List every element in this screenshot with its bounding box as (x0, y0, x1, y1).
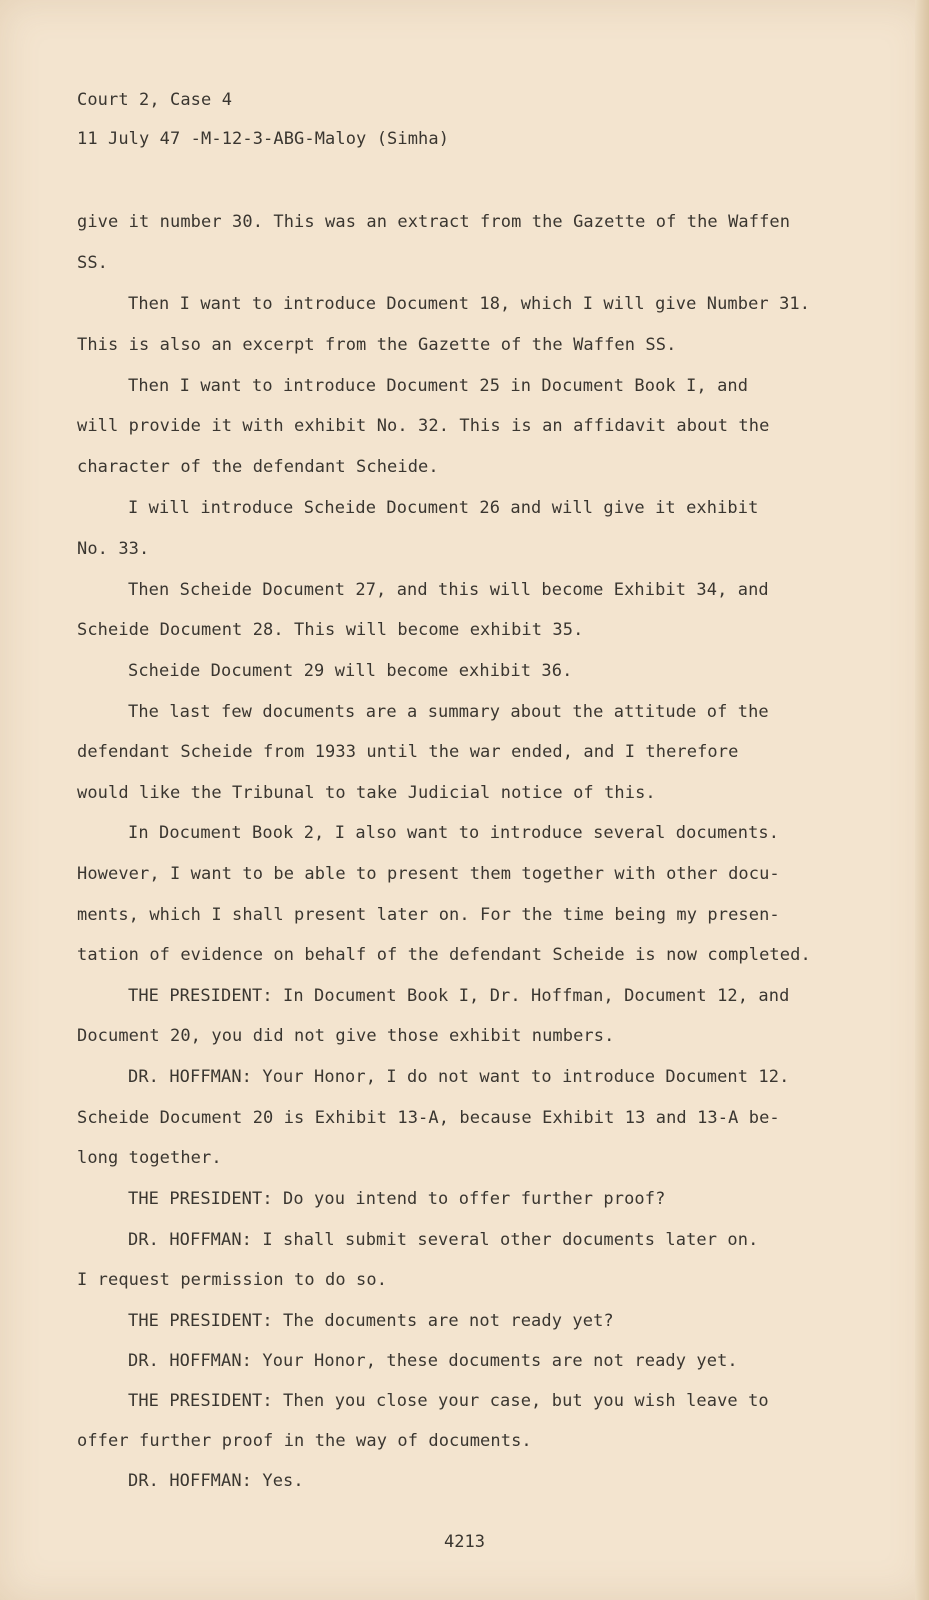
text-line: In Document Book 2, I also want to introduce several documents. (128, 823, 780, 843)
header-session-info: 11 July 47 -M-12-3-ABG-Maloy (Simha) (77, 129, 450, 149)
text-line: THE PRESIDENT: The documents are not ready yet? (128, 1311, 614, 1331)
text-line: DR. HOFFMAN: Yes. (128, 1471, 304, 1491)
page-number: 4213 (444, 1532, 485, 1552)
text-line: No. 33. (77, 539, 150, 559)
text-line: Then I want to introduce Document 18, which I will give Number 31. (128, 294, 811, 314)
text-line: DR. HOFFMAN: Your Honor, these documents are not ready yet. (128, 1351, 738, 1371)
text-line: DR. HOFFMAN: Your Honor, I do not want to introduce Document 12. (128, 1067, 790, 1087)
text-line: SS. (77, 253, 109, 273)
text-line: defendant Scheide from 1933 until the war ended, and I therefore (77, 742, 739, 762)
text-line: The last few documents are a summary about the attitude of the (128, 702, 769, 722)
text-line: However, I want to be able to present them together with other docu- (77, 864, 780, 884)
text-line: Document 20, you did not give those exhibit numbers. (77, 1026, 615, 1046)
text-line: I request permission to do so. (77, 1270, 388, 1290)
text-line: offer further proof in the way of documents. (77, 1431, 532, 1451)
text-line: THE PRESIDENT: In Document Book I, Dr. Hoffman, Document 12, and (128, 986, 790, 1006)
text-line: would like the Tribunal to take Judicial notice of this. (77, 783, 656, 803)
text-line: long together. (77, 1148, 222, 1168)
header-court-case: Court 2, Case 4 (77, 90, 233, 110)
text-line: tation of evidence on behalf of the defendant Scheide is now completed. (77, 945, 811, 965)
text-line: Scheide Document 29 will become exhibit 36. (128, 661, 573, 681)
text-line: Scheide Document 20 is Exhibit 13-A, because Exhibit 13 and 13-A be- (77, 1108, 780, 1128)
text-line: I will introduce Scheide Document 26 and will give it exhibit (128, 498, 759, 518)
text-line: will provide it with exhibit No. 32. This is an affidavit about the (77, 416, 770, 436)
text-line: character of the defendant Scheide. (77, 457, 439, 477)
text-line: THE PRESIDENT: Do you intend to offer further proof? (128, 1189, 666, 1209)
text-line: ments, which I shall present later on. For the time being my presen- (77, 905, 780, 925)
text-line: THE PRESIDENT: Then you close your case, but you wish leave to (128, 1391, 769, 1411)
text-line: Then I want to introduce Document 25 in Document Book I, and (128, 376, 749, 396)
text-line: Then Scheide Document 27, and this will become Exhibit 34, and (128, 580, 769, 600)
text-line: DR. HOFFMAN: I shall submit several other documents later on. (128, 1230, 759, 1250)
text-line: Scheide Document 28. This will become exhibit 35. (77, 620, 584, 640)
text-line: This is also an excerpt from the Gazette of the Waffen SS. (77, 335, 677, 355)
text-line: give it number 30. This was an extract from the Gazette of the Waffen (77, 212, 791, 232)
paper-edge (915, 0, 929, 1600)
